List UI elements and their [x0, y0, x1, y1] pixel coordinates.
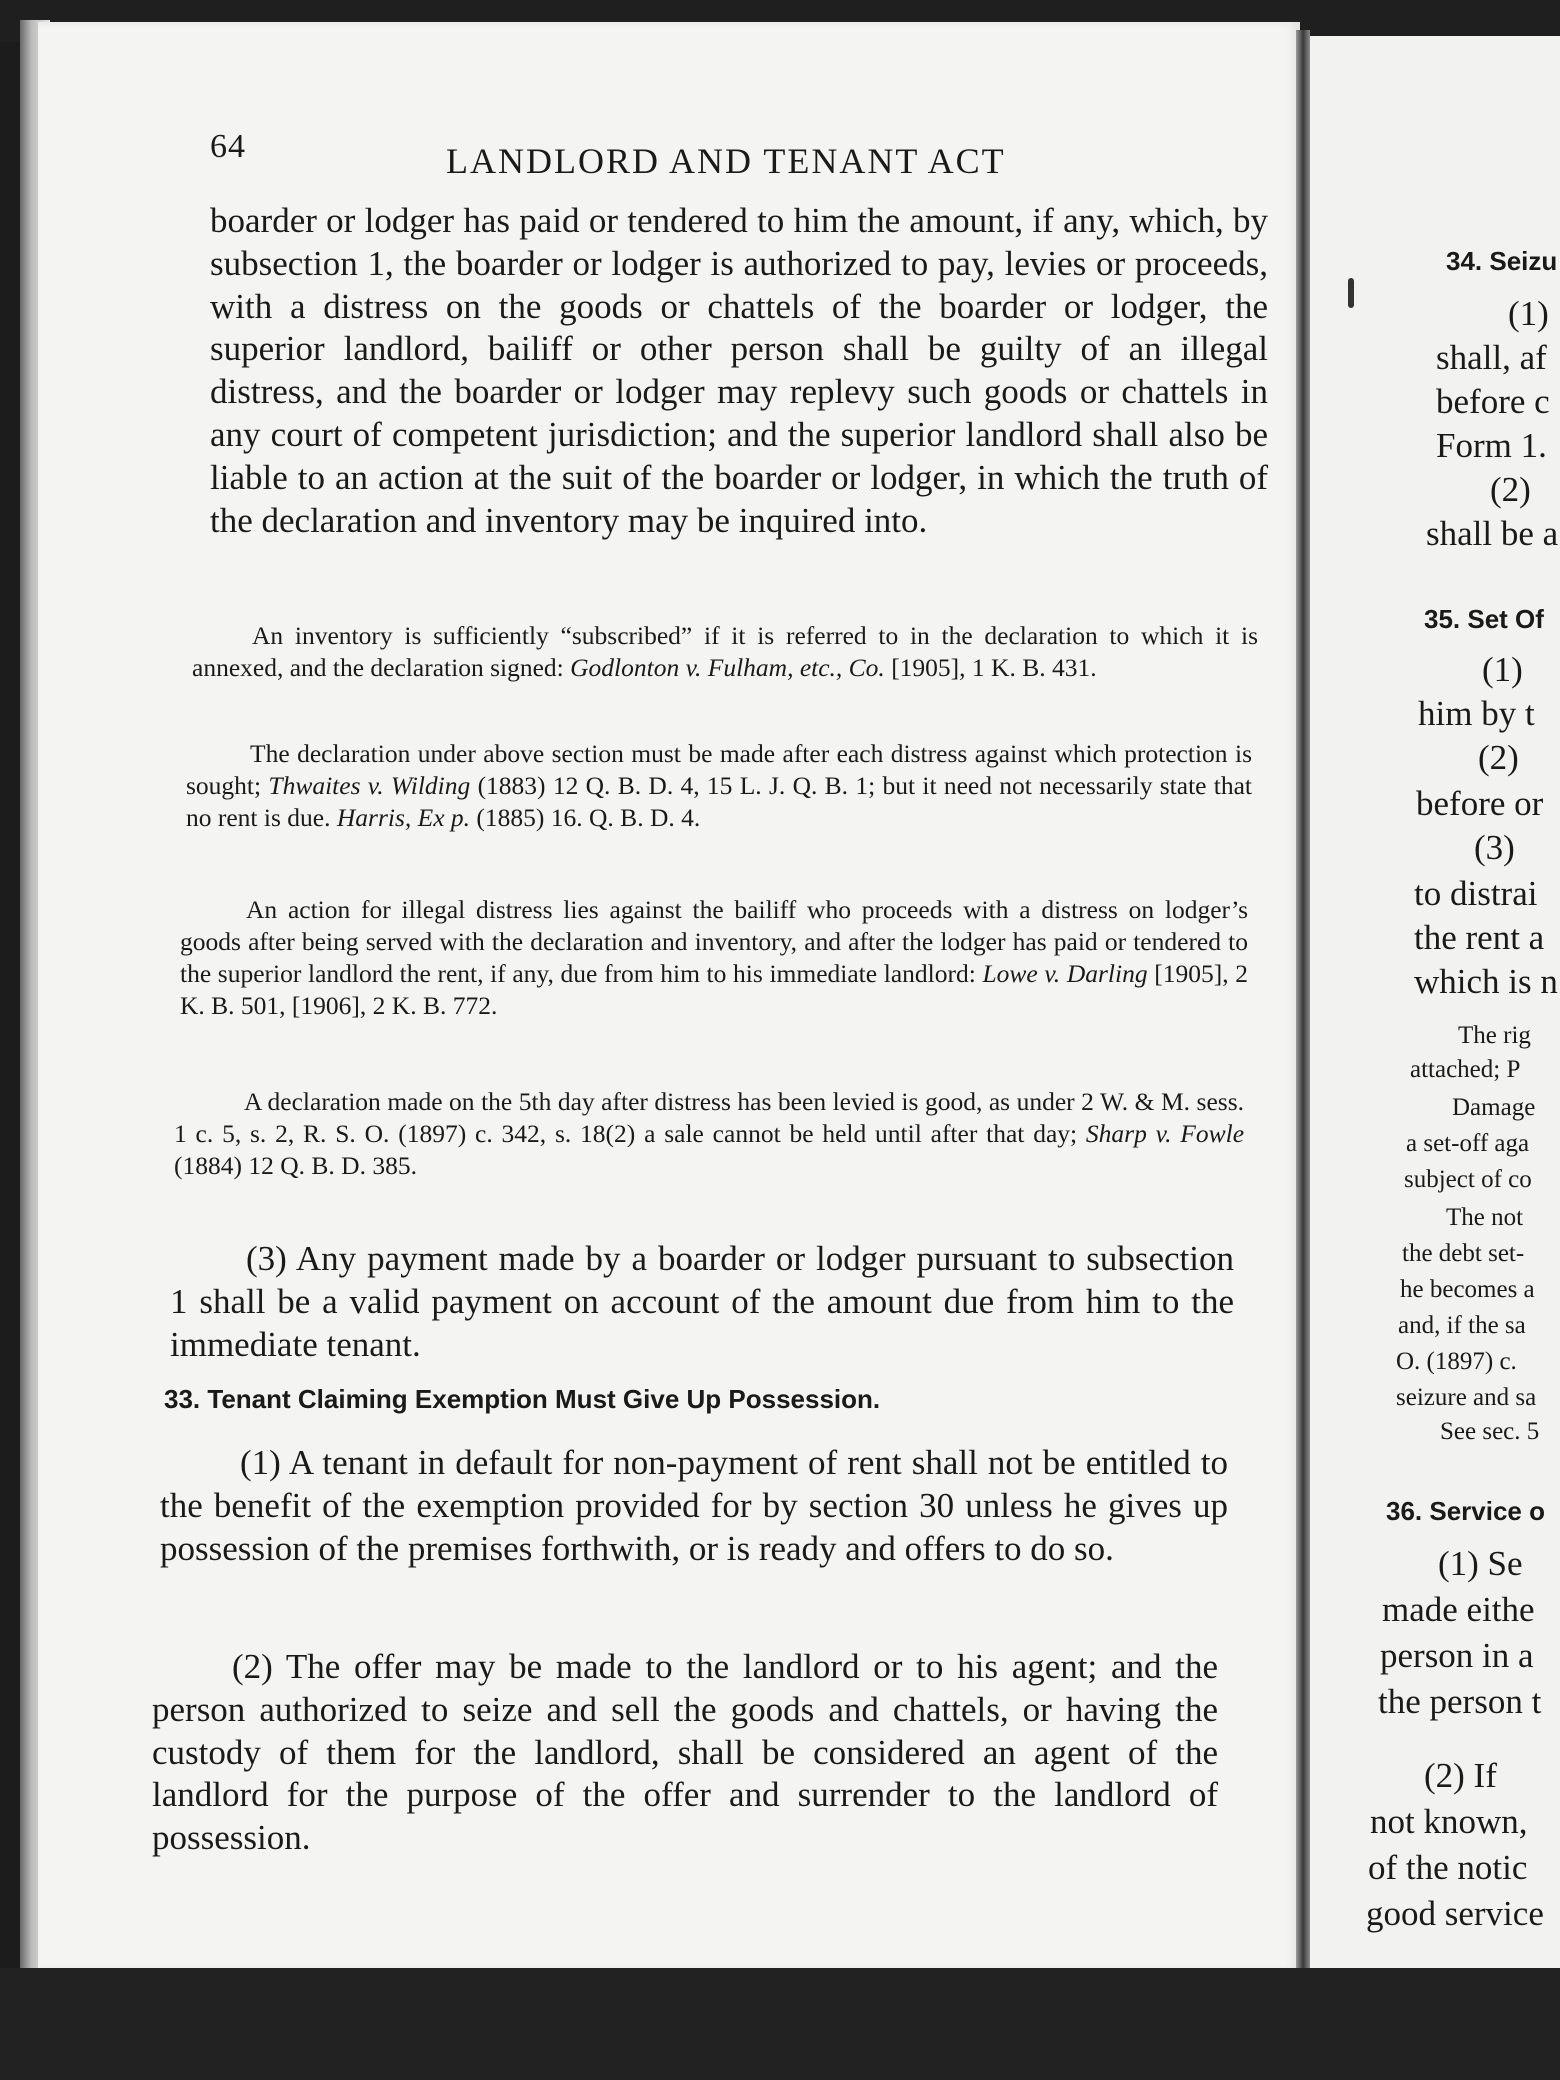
case-citation: [1905], 1 K. B. 431. [891, 653, 1097, 682]
case-name: Lowe v. Darling [982, 959, 1148, 988]
right-line: The not [1446, 1204, 1524, 1231]
right-line: Form 1. [1436, 426, 1547, 465]
note-text: An inventory is sufficiently “subscribed” if it is referred to in the declaration to which it is annexed, and the declaration signed: [192, 621, 1258, 682]
case-citation: (1883) 12 Q. B. D. 4, 15 L. J. Q. B. 1; but it need not necessarily state that no rent is due. [186, 771, 1253, 832]
right-line: him by t [1418, 694, 1535, 733]
right-line: O. (1897) c. [1396, 1348, 1517, 1375]
right-line: made eithe [1382, 1590, 1535, 1629]
right-line: (1) [1508, 294, 1549, 333]
section-33-subsection-2: (2) The offer may be made to the landlord or to his agent; and the person authorized to seize and sell the goods and chattels, or having the custody of them for the landlord, shall be considered an agent of the landlord for the purpose of the offer and surrender to the landlord of possession. [152, 1647, 1218, 1858]
note-text: The declaration under above section must be made after each distress against which protection is sought; [186, 739, 1252, 800]
case-name: Thwaites v. Wilding [268, 771, 471, 800]
note-illegal-distress-action [180, 894, 1248, 1022]
right-line: (1) Se [1438, 1544, 1523, 1583]
right-page [1310, 36, 1560, 1986]
case-citation: [1905], 2 K. B. 501, [1906], 2 K. B. 772. [180, 959, 1248, 1020]
section-33-heading: 33. Tenant Claiming Exemption Must Give Up Possession. [164, 1384, 881, 1414]
case-citation: (1885) 16. Q. B. D. 4. [476, 803, 701, 832]
paragraph-continuation: boarder or lodger has paid or tendered to him the amount, if any, which, by subsection 1, the boarder or lodger is authorized to pay, levies or proceeds, with a distress on the goods or chattels of the boarder or lodger, the superior landlord, bailiff or other person shall be guilty of an illegal distress, and the boarder or lodger may replevy such goods or chattels in any court of competent jurisdiction; and the superior landlord shall also be liable to an action at the suit of the boarder or lodger, in which the truth of the declaration and inventory may be inquired into. [210, 201, 1268, 540]
right-line: of the notic [1368, 1848, 1528, 1887]
right-line: a set-off aga [1406, 1130, 1530, 1157]
case-name: Godlonton v. Fulham, etc., Co. [570, 653, 885, 682]
note-declaration-after-distress [186, 738, 1252, 834]
right-line: the person t [1378, 1682, 1542, 1721]
right-line: subject of co [1404, 1166, 1532, 1193]
ink-mark [1348, 278, 1354, 308]
right-line: shall be a [1426, 514, 1559, 553]
right-line: (3) [1474, 828, 1515, 867]
right-line: shall, af [1436, 338, 1547, 377]
right-line: (2) [1490, 470, 1531, 509]
running-head: LANDLORD AND TENANT ACT [446, 141, 1006, 181]
right-line: (2) [1478, 738, 1519, 777]
case-name: Sharp v. Fowle [1085, 1119, 1245, 1148]
right-line: 35. Set Of [1424, 604, 1544, 634]
right-line: not known, [1370, 1802, 1528, 1841]
right-line: See sec. 5 [1440, 1418, 1540, 1445]
right-line: attached; P [1410, 1056, 1521, 1083]
case-citation: (1884) 12 Q. B. D. 385. [174, 1151, 417, 1180]
right-line: before c [1436, 382, 1550, 421]
subsection-3: (3) Any payment made by a boarder or lodger pursuant to subsection 1 shall be a valid payment on account of the amount due from him to the immediate tenant. [170, 1239, 1234, 1364]
right-line: 36. Service o [1386, 1496, 1545, 1526]
case-name: Harris, Ex p. [336, 803, 471, 832]
right-line: 34. Seizu [1446, 246, 1558, 276]
page-number: 64 [210, 128, 246, 165]
note-text: A declaration made on the 5th day after distress has been levied is good, as under 2 W. & M. sess. 1 c. 5, s. 2, R. S. O. (1897) c. 342, s. 18(2) a sale cannot be held until after that day; [174, 1087, 1244, 1148]
right-line: (1) [1482, 650, 1523, 689]
right-line: which is n [1414, 962, 1558, 1001]
right-line: the rent a [1414, 918, 1545, 957]
right-line: seizure and sa [1396, 1384, 1537, 1411]
right-line: Damage [1452, 1094, 1536, 1121]
right-line: good service [1366, 1894, 1544, 1933]
right-line: before or [1416, 784, 1544, 823]
note-inventory-subscribed [192, 620, 1258, 684]
right-line: the debt set- [1402, 1240, 1525, 1267]
right-line: (2) If [1424, 1756, 1497, 1795]
right-line: person in a [1380, 1636, 1534, 1675]
section-33-subsection-1: (1) A tenant in default for non-payment of rent shall not be entitled to the benefit of the exemption provided for by section 30 unless he gives up possession of the premises forthwith, or is ready and offers to do so. [160, 1443, 1228, 1568]
scan-border-bottom [0, 1968, 1560, 2080]
note-text: An action for illegal distress lies against the bailiff who proceeds with a distress on lodger’s goods after being served with the declaration and inventory, and after the lodger has paid or tendered to the superior landlord the rent, if any, due from him to his immediate landlord: [180, 895, 1248, 988]
right-line: and, if the sa [1398, 1312, 1526, 1339]
right-line: The rig [1458, 1022, 1531, 1049]
book-gutter [1296, 30, 1310, 1990]
right-line: he becomes a [1400, 1276, 1535, 1303]
right-line: to distrai [1414, 874, 1538, 913]
note-fifth-day-declaration [174, 1086, 1244, 1182]
